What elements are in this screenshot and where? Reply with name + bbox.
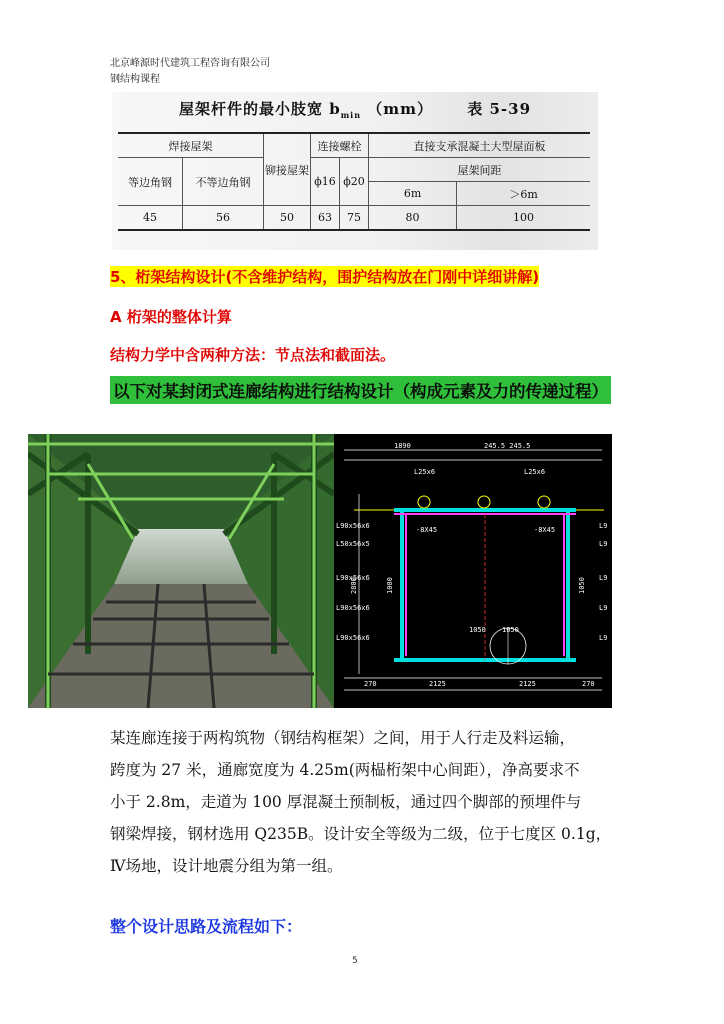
header-phi16: ϕ16 <box>311 158 340 206</box>
table-cell: 50 <box>264 206 311 231</box>
cad-dim-bottom: 270 <box>364 680 377 688</box>
table-cell: 45 <box>118 206 183 231</box>
header-equal-leg: 等边角钢 <box>118 158 183 206</box>
cad-dim-mid: 1050 <box>502 626 519 634</box>
corridor-photo <box>28 434 334 708</box>
table-cell: 56 <box>183 206 264 231</box>
cad-dim-mid: 1050 <box>469 626 486 634</box>
methods-note: 结构力学中含两种方法：节点法和截面法。 <box>110 346 396 364</box>
intro-heading: 以下对某封闭式连廊结构进行结构设计（构成元素及力的传递过程） <box>110 376 611 404</box>
paragraph-line: 钢梁焊接，钢材选用 Q235B。设计安全等级为二级，位于七度区 0.1g， <box>110 825 612 843</box>
cad-angle-label: L25x6 <box>414 468 436 476</box>
cad-dim-bottom: 2125 <box>519 680 536 688</box>
company-name: 北京峰源时代建筑工程咨询有限公司 <box>110 58 270 69</box>
table-cell: 100 <box>457 206 590 231</box>
min-leg-width-table <box>118 132 590 231</box>
header-gt6m: ＞6m <box>457 182 590 206</box>
subsection-heading: A 桁架的整体计算 <box>110 308 232 326</box>
cad-angle-label: L25x6 <box>524 468 546 476</box>
table-cell: 75 <box>340 206 369 231</box>
cad-right-label: L9 <box>599 604 608 612</box>
header-direct: 直接支承混凝土大型屋面板 <box>369 133 591 158</box>
paragraph-line: 跨度为 27 米，通廊宽度为 4.25m(两榀桁架中心间距），净高要求不 <box>110 761 580 779</box>
header-welded: 焊接屋架 <box>118 133 264 158</box>
header-riveted: 铆接屋架 <box>264 133 311 206</box>
cad-left-label: L50x56x5 <box>336 540 370 548</box>
cad-side-dim: 1050 <box>578 577 586 594</box>
cad-section-drawing <box>334 434 612 708</box>
header-bolted: 连接螺栓 <box>311 133 369 158</box>
header-6m: 6m <box>369 182 457 206</box>
table-cell: 80 <box>369 206 457 231</box>
cad-plate-label: -8X45 <box>416 526 438 534</box>
section-heading: 5、桁架结构设计(不含维护结构，围护结构放在门刚中详细讲解) <box>110 268 540 286</box>
cad-left-label: L90x56x6 <box>336 634 370 642</box>
header-spacing: 屋架间距 <box>369 158 591 182</box>
cad-plate-label: -8X45 <box>534 526 556 534</box>
cad-dim-bottom: 2125 <box>429 680 446 688</box>
cad-side-dim: 1000 <box>386 577 394 594</box>
cad-left-label: L90x56x6 <box>336 574 370 582</box>
course-name: 钢结构课程 <box>110 74 160 85</box>
header-unequal-leg: 不等边角钢 <box>183 158 264 206</box>
cad-right-label: L9 <box>599 634 608 642</box>
cad-dim-top: 245.5 245.5 <box>484 442 531 450</box>
paragraph-line: 小于 2.8m，走道为 100 厚混凝土预制板，通过四个脚部的预埋件与 <box>110 793 582 811</box>
cad-left-label: L90x56x6 <box>336 522 370 530</box>
paragraph-line: Ⅳ场地，设计地震分组为第一组。 <box>110 857 343 875</box>
header-phi20: ϕ20 <box>340 158 369 206</box>
cad-left-label: L90x56x6 <box>336 604 370 612</box>
table-number: 表 5-39 <box>467 100 532 118</box>
cad-dim-top: 1890 <box>394 442 411 450</box>
flow-heading: 整个设计思路及流程如下： <box>110 917 303 936</box>
table-cell: 63 <box>311 206 340 231</box>
table-scan-image <box>112 92 598 250</box>
table-title: 屋架杆件的最小肢宽 $b_{min}$ （mm） 表 5-39 <box>178 100 532 120</box>
cad-dim-bottom: 270 <box>582 680 595 688</box>
cad-right-label: L9 <box>599 574 608 582</box>
project-description <box>110 722 618 882</box>
paragraph-line: 某连廊连接于两构筑物（钢结构框架）之间，用于人行走及料运输， <box>110 729 576 747</box>
cad-side-dim: 2800 <box>350 577 358 594</box>
cad-right-label: L9 <box>599 522 608 530</box>
page-number: 5 <box>352 956 358 966</box>
cad-right-label: L9 <box>599 540 608 548</box>
